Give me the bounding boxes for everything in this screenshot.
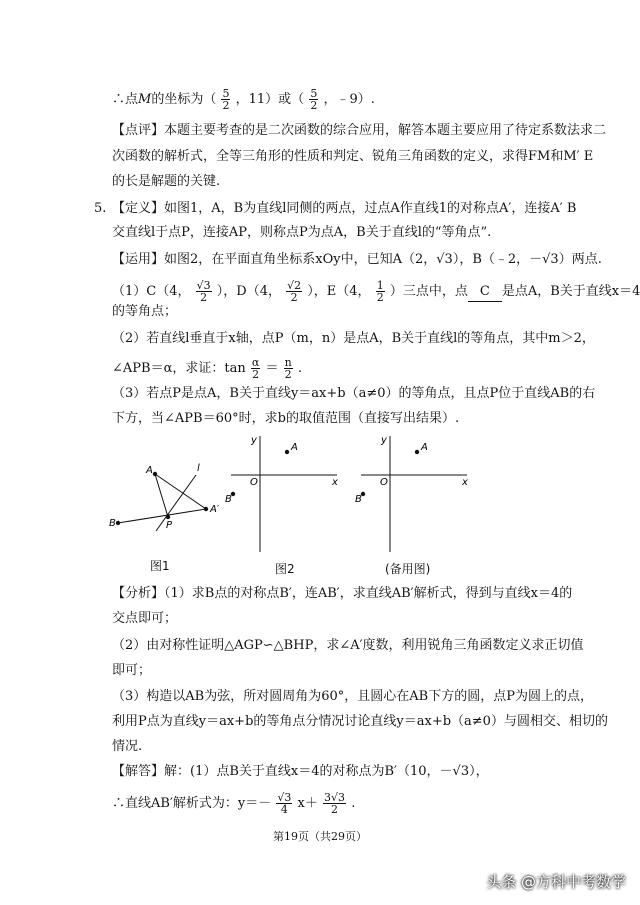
coord-result-line: ∴点M的坐标为（ $\frac{5}{2}$ ，11）或（ $\frac{5}{2}$ ，﹣9）. <box>112 87 375 112</box>
label-A: A <box>146 465 153 476</box>
figure-backup <box>355 432 475 556</box>
origin-label: O <box>250 477 258 488</box>
figure-1 <box>108 455 228 549</box>
definition-line: 交直线l于点P，连接AP，则称点P为点A，B关于直线l的“等角点”. <box>112 225 492 240</box>
solution-line: ∴直线AB′解析式为：y＝－ $\frac{√3}{4}$ x＋ $\frac{3√3}{2}$ . <box>112 791 356 816</box>
axis-x-label: x <box>462 477 468 488</box>
comment-line: 的长是解题的关键. <box>112 174 221 189</box>
label-A: A <box>421 442 428 453</box>
comment-line: 【点评】本题主要考查的是二次函数的综合应用，解答本题主要应用了待定系数法求二 <box>112 123 607 138</box>
label-A-prime: A′ <box>210 504 220 515</box>
figure-backup-caption: (备用图) <box>385 562 431 576</box>
question-number: 5. <box>94 201 107 216</box>
part3-line: （3）若点P是点A，B关于直线y＝ax+b（a≠0）的等角点，且点P位于直线AB的右 <box>112 386 596 401</box>
figure-2 <box>225 432 345 556</box>
part1-line: 的等角点； <box>112 304 178 319</box>
analysis-line: 即可； <box>112 663 152 678</box>
label-P: P <box>166 520 173 531</box>
figure-2-caption: 图2 <box>275 562 295 576</box>
fraction: $\frac{5}{2}$ <box>310 87 318 112</box>
part2-line: （2）若直线l垂直于x轴，点P（m，n）是点A，B关于直线l的等角点，其中m＞2， <box>112 331 595 346</box>
analysis-line: （2）由对称性证明△AGP∽△BHP，求∠A′度数，利用锐角三角函数定义求正切值 <box>112 638 584 653</box>
analysis-line: 利用P点为直线y＝ax+b的等角点分情况讨论直线y＝ax+b（a≠0）与圆相交、相切的 <box>112 714 608 729</box>
figure-1-caption: 图1 <box>150 559 170 573</box>
comment-line: 次函数的解析式，全等三角形的性质和判定、锐角三角函数的定义，求得FM和M′ E <box>112 149 594 164</box>
label-B: B <box>355 494 362 505</box>
analysis-line: 情况. <box>112 739 143 754</box>
page-footer: 第19页（共29页） <box>273 830 367 843</box>
part2-line: ∠APB＝α，求证：tan $\frac{\alpha}{2}$ ＝ $\frac{n}{2}$ . <box>112 356 302 381</box>
solution-line: 【解答】解：(1）点B关于直线x＝4的对称点为B′（10，－√3）， <box>112 764 489 779</box>
analysis-line: （3）构造以AB为弦，所对圆周角为60°，且圆心在AB下方的圆，点P为圆上的点， <box>112 689 593 704</box>
definition-line: 【定义】如图1，A，B为直线l同侧的两点，过点A作直线1的对称点A′，连接A′ B <box>112 201 577 216</box>
label-l: l <box>197 463 200 474</box>
fraction: $\frac{√3}{4}$ <box>277 791 292 816</box>
part1-line: （1）C（4， $\frac{√3}{2}$ ），D（4， $\frac{√2}{2}$ ），E（4， $\frac{1}{2}$ ）三点中，点 C 是点A，B关于直线x＝4 <box>112 279 640 304</box>
label-A: A <box>291 442 298 453</box>
analysis-line: 交点即可； <box>112 611 178 626</box>
fraction: $\frac{√3}{2}$ <box>196 279 211 304</box>
label-B: B <box>225 494 232 505</box>
label-B: B <box>109 518 116 529</box>
analysis-line: 【分析】（1）求B点的对称点B′，连AB′，求直线AB′解析式，得到与直线x＝4的 <box>112 586 573 601</box>
part3-line: 下方，当∠APB＝60°时，求b的取值范围（直接写出结果）. <box>112 411 460 426</box>
origin-label: O <box>380 477 388 488</box>
fraction: $\frac{3√3}{2}$ <box>324 791 346 816</box>
axis-x-label: x <box>332 477 338 488</box>
axis-y-label: y <box>381 435 387 446</box>
fraction: $\frac{√2}{2}$ <box>287 279 302 304</box>
axis-y-label: y <box>251 435 257 446</box>
answer-blank: C <box>468 283 502 302</box>
fraction: $\frac{5}{2}$ <box>222 87 230 112</box>
fraction: $\frac{n}{2}$ <box>284 356 292 381</box>
fraction: $\frac{1}{2}$ <box>376 279 384 304</box>
fraction: $\frac{\alpha}{2}$ <box>251 356 260 381</box>
watermark: 头条 @方科中考数学 <box>486 873 626 891</box>
usage-line: 【运用】如图2，在平面直角坐标系xOy中，已知A（2，√3），B（﹣2，－√3）两点. <box>112 252 602 267</box>
